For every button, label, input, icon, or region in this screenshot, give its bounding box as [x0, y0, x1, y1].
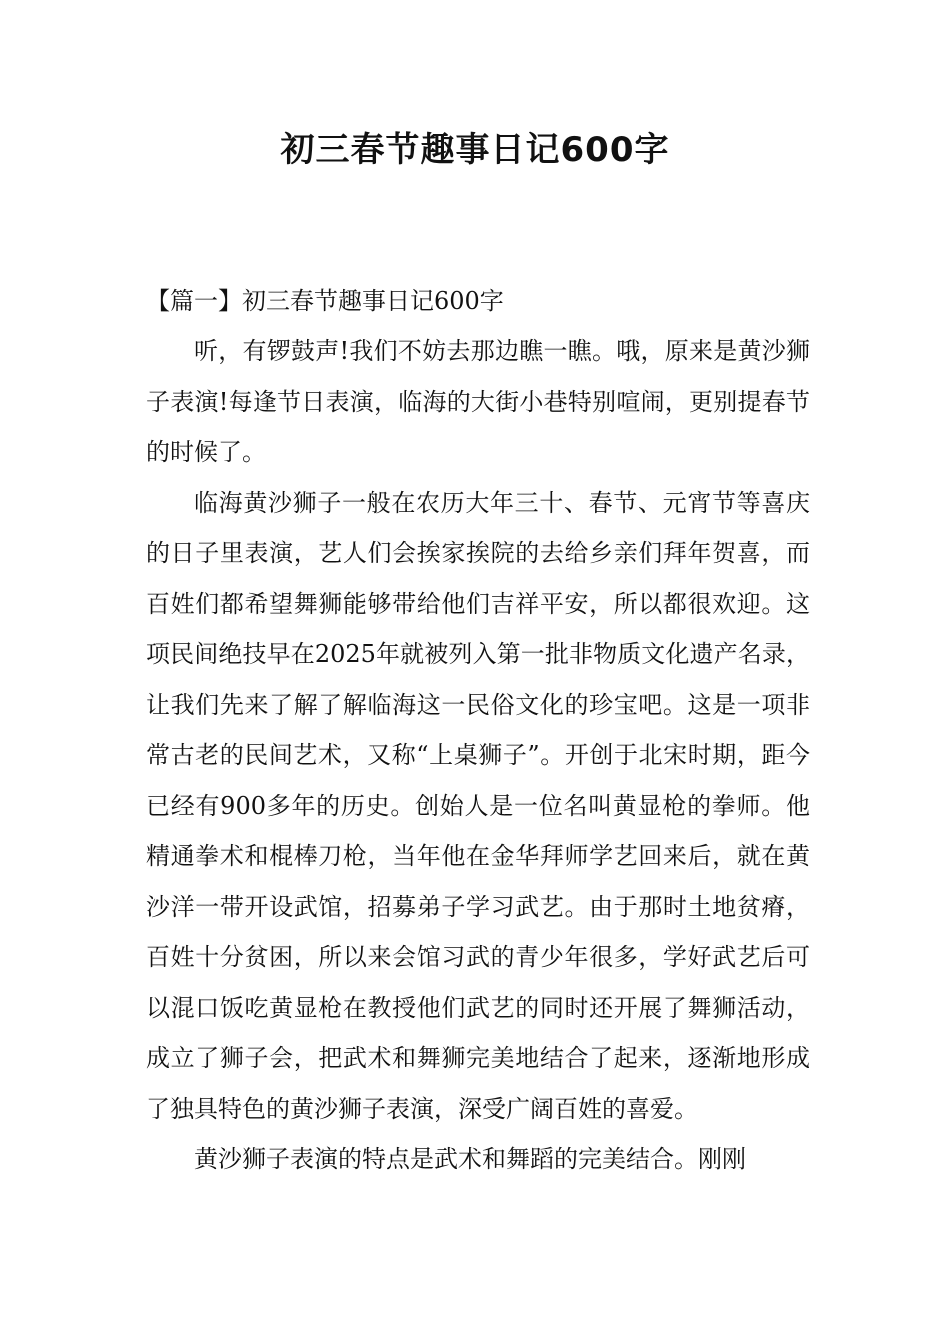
paragraph-1: 听，有锣鼓声!我们不妨去那边瞧一瞧。哦，原来是黄沙狮子表演!每逢节日表演，临海的大街小巷特别喧闹，更别提春节的时候了。	[146, 337, 810, 466]
document-title: 初三春节趣事日记600字	[280, 130, 670, 170]
paragraph-2: 临海黄沙狮子一般在农历大年三十、春节、元宵节等喜庆的日子里表演，艺人们会挨家挨院的去给乡亲们拜年贺喜，而百姓们都希望舞狮能够带给他们吉祥平安，所以都很欢迎。这项民间绝技早在2025年就被列入第一批非物质文化遗产名录，让我们先来了解了解临海这一民俗文化的珍宝吧。这是一项非常古老的民间艺术，又称“上桌狮子”。开创于北宋时期，距今已经有900多年的历史。创始人是一位名叫黄显枪的拳师。他精通拳术和棍棒刀枪，当年他在金华拜师学艺回来后，就在黄沙洋一带开设武馆，招募弟子学习武艺。由于那时土地贫瘠，百姓十分贫困，所以来会馆习武的青少年很多，学好武艺后可以混口饭吃黄显枪在教授他们武艺的同时还开展了舞狮活动，成立了狮子会，把武术和舞狮完美地结合了起来，逐渐地形成了独具特色的黄沙狮子表演，深受广阔百姓的喜爱。	[146, 488, 810, 1123]
document-body	[146, 276, 810, 1185]
section-heading: 【篇一】初三春节趣事日记600字	[146, 287, 504, 315]
paragraph-3: 黄沙狮子表演的特点是武术和舞蹈的完美结合。刚刚	[194, 1145, 746, 1173]
